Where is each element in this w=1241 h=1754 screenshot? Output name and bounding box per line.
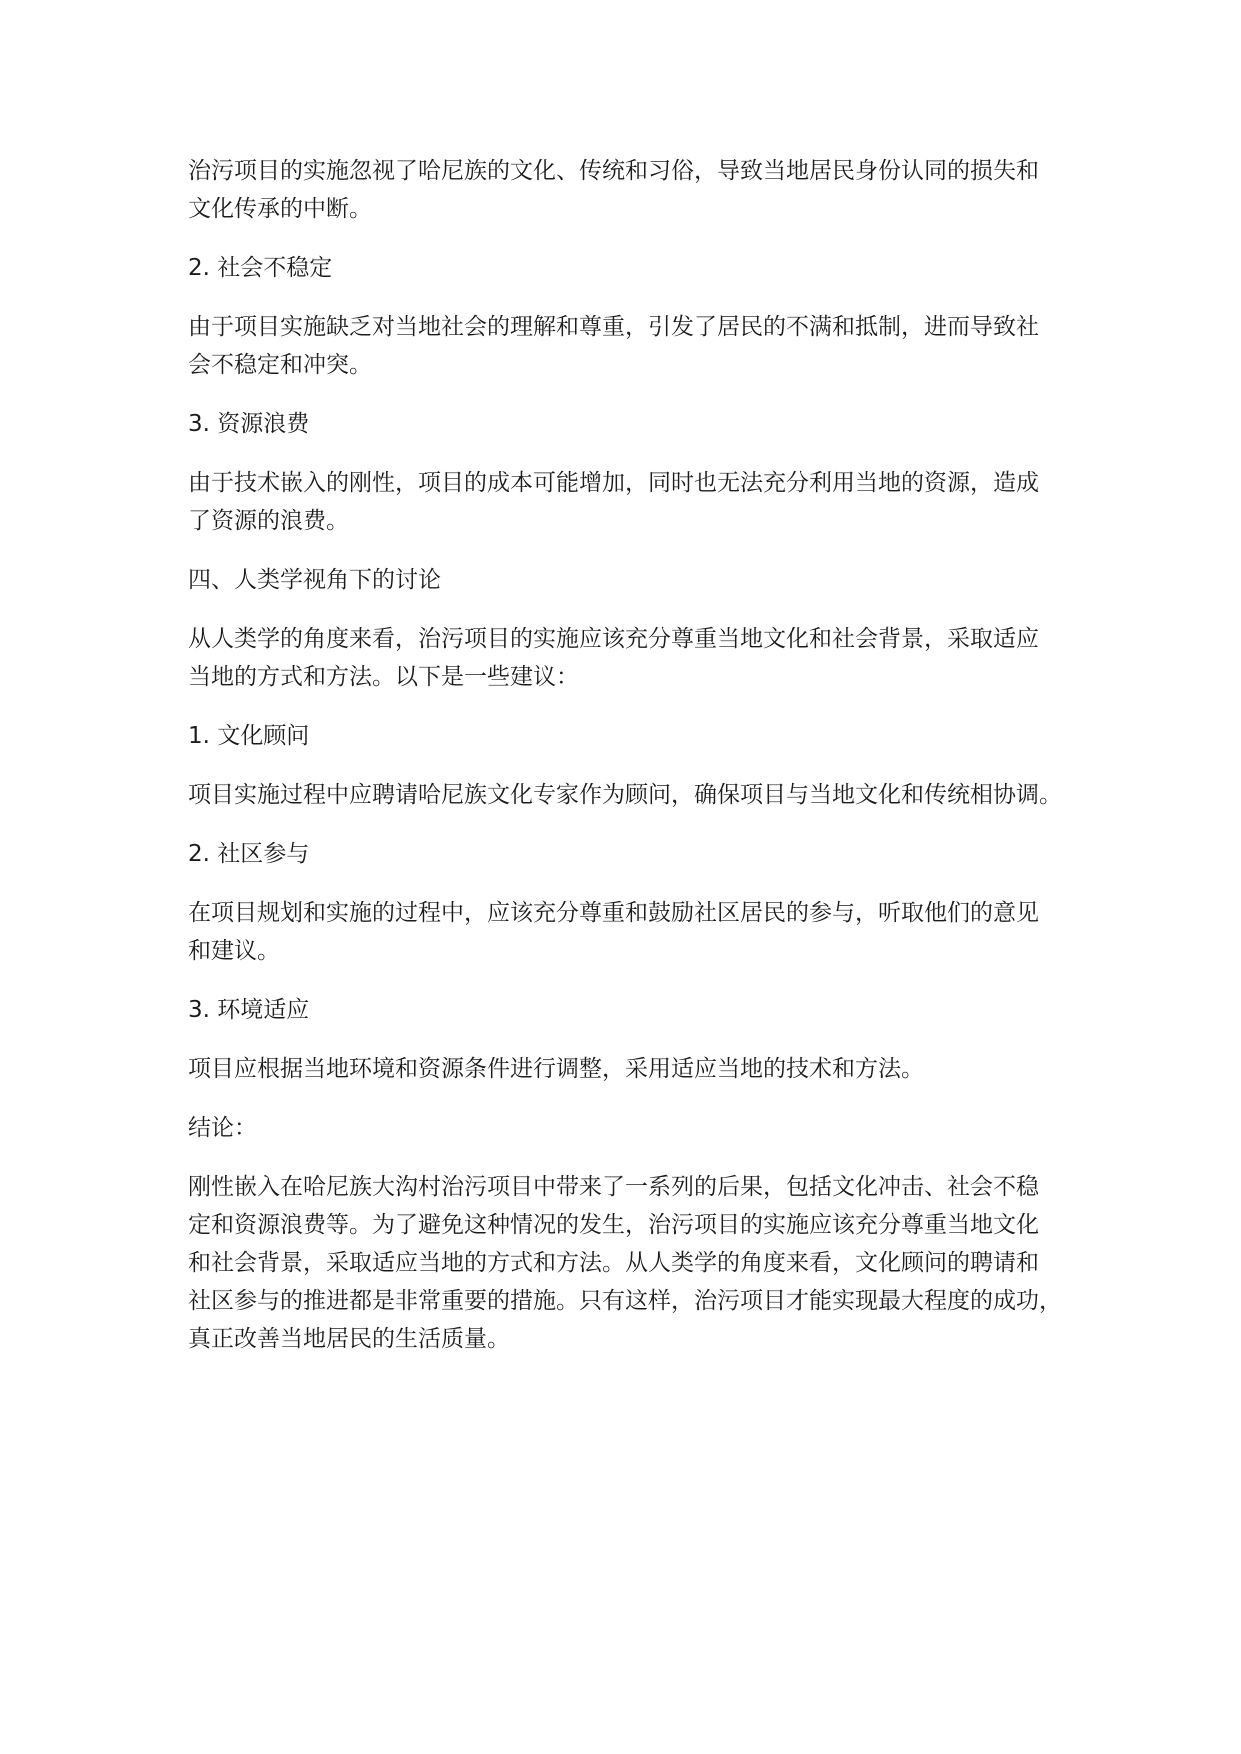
section-heading-anthropology: 四、人类学视角下的讨论 bbox=[188, 567, 441, 593]
paragraph-conclusion: 刚性嵌入在哈尼族大沟村治污项目中带来了一系列的后果，包括文化冲击、社会不稳 定和资源浪费等。为了避免这种情况的发生，治污项目的实施应该充分尊重当地文化 和社会背景，采取适应当地的方式和方法。从人类学的角度来看，文化顾问的聘请和 社区参与的推进都是非常重要的措施。只有这样，治污项目才能实现最大程度的成功， 真正改善当地居民的生活质量。 bbox=[188, 1174, 1062, 1352]
heading-social-instability: 2. 社会不稳定 bbox=[188, 255, 333, 281]
heading-environmental-adaptation: 3. 环境适应 bbox=[188, 997, 310, 1023]
heading-community-participation: 2. 社区参与 bbox=[188, 841, 310, 867]
heading-cultural-advisor: 1. 文化顾问 bbox=[188, 723, 310, 749]
heading-conclusion: 结论： bbox=[188, 1115, 257, 1141]
heading-resource-waste: 3. 资源浪费 bbox=[188, 411, 310, 437]
paragraph-cultural-loss: 治污项目的实施忽视了哈尼族的文化、传统和习俗，导致当地居民身份认同的损失和 文化传承的中断。 bbox=[188, 158, 1039, 222]
paragraph-social-instability: 由于项目实施缺乏对当地社会的理解和尊重，引发了居民的不满和抵制，进而导致社 会不稳定和冲突。 bbox=[188, 314, 1039, 378]
paragraph-community-participation: 在项目规划和实施的过程中，应该充分尊重和鼓励社区居民的参与，听取他们的意见 和建议。 bbox=[188, 900, 1039, 964]
paragraph-resource-waste: 由于技术嵌入的刚性，项目的成本可能增加，同时也无法充分利用当地的资源，造成 了资源的浪费。 bbox=[188, 470, 1039, 534]
document-body bbox=[188, 152, 1088, 1379]
paragraph-anthropology-intro: 从人类学的角度来看，治污项目的实施应该充分尊重当地文化和社会背景，采取适应 当地的方式和方法。以下是一些建议： bbox=[188, 626, 1039, 690]
paragraph-cultural-advisor: 项目实施过程中应聘请哈尼族文化专家作为顾问，确保项目与当地文化和传统相协调。 bbox=[188, 782, 1062, 808]
paragraph-environmental-adaptation: 项目应根据当地环境和资源条件进行调整，采用适应当地的技术和方法。 bbox=[188, 1056, 924, 1082]
